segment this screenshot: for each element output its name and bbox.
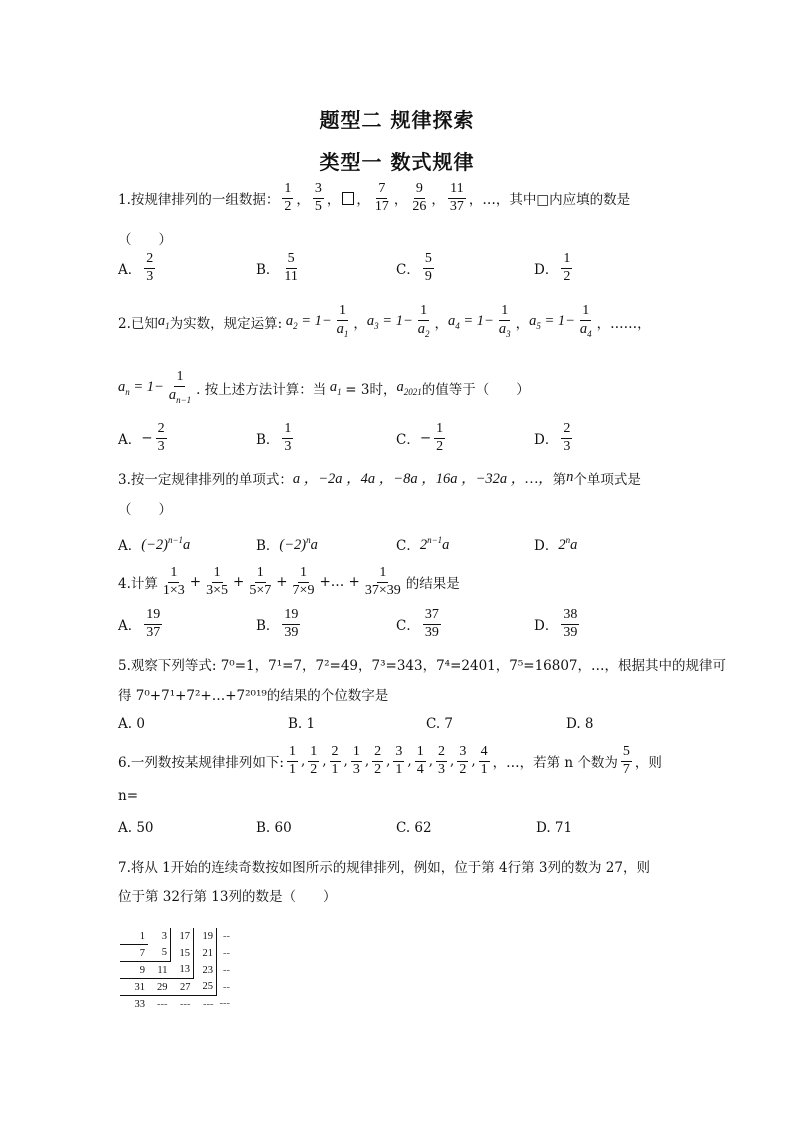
- grid-cell: ---: [157, 998, 168, 1010]
- q4-option-a: A． $\frac{19}{37}$: [118, 607, 161, 640]
- q1-frac-2: $\frac{3}{5}$: [314, 181, 322, 214]
- grid-cell: 23: [194, 962, 217, 979]
- grid-cell: --: [223, 981, 230, 993]
- grid-cell: 5: [148, 945, 171, 962]
- q5-option-c: C. 7: [426, 716, 454, 732]
- odd-number-grid-figure: [120, 928, 233, 1012]
- grid-cell: --: [223, 947, 230, 959]
- grid-cell: ---: [180, 998, 191, 1010]
- q2-option-b: B． $\frac{1}{3}$: [256, 421, 292, 454]
- grid-row: [120, 979, 233, 996]
- q1-frac-3: $\frac{7}{17}$: [374, 181, 389, 214]
- question-6: 6.一列数按某规律排列如下: $\frac{1}{1}$ , $\frac{1}{2}$ , $\frac{2}{1}$ , $\frac{1}{3}$ , $\frac{2}{2}$ , $\frac{3}{1}$ , $\frac{1}{4}$ , $\frac{2}{3}$ , $\frac{3}{2}$ , $\frac{4}{1}$ ，…，若第 n 个数为 $\frac{5}{7}$ ，则: [118, 744, 662, 777]
- q1-prefix: 1.按规律排列的一组数据：: [118, 192, 280, 209]
- grid-cell: --: [223, 964, 230, 976]
- q3-option-b: B． $(-2)^na$: [256, 534, 318, 554]
- q4-option-d: D． $\frac{38}{39}$: [534, 607, 578, 640]
- q1-frac-5: $\frac{11}{37}$: [449, 181, 464, 214]
- grid-cell: 33: [134, 998, 145, 1010]
- q2-option-d: D． $\frac{2}{3}$: [534, 421, 571, 454]
- grid-cell: 31: [120, 979, 148, 996]
- grid-cell: 29: [148, 979, 171, 996]
- question-6-line-2: n=: [118, 788, 139, 804]
- question-7-line-2: 位于第 32行第 13列的数是（ ）: [118, 889, 337, 905]
- grid-cell: 1: [120, 928, 148, 945]
- grid-cell: 25: [194, 979, 217, 996]
- grid-cell: 11: [148, 962, 171, 979]
- main-title: 题型二 规律探索: [319, 108, 475, 132]
- q5-option-d: D. 8: [566, 716, 594, 732]
- q5-option-b: B. 1: [288, 716, 316, 732]
- question-3: 3.按一定规律排列的单项式： a ，−2a ，4a ，−8a ，16a ，−32a ，…， 第 n 个单项式是: [118, 469, 641, 488]
- q4-option-c: C． $\frac{37}{39}$: [396, 607, 439, 640]
- grid-cell: ---: [203, 998, 214, 1010]
- q1-frac-1: $\frac{1}{2}$: [284, 181, 292, 214]
- grid-row: [120, 945, 233, 962]
- q3-option-c: C． $2^{n-1}a$: [396, 534, 450, 554]
- q1-option-b: B． $\frac{5}{11}$: [256, 251, 298, 284]
- grid-cell: 21: [194, 945, 217, 962]
- q3-option-d: D． 2$^n$a: [534, 534, 578, 554]
- q6-option-b: B. 60: [256, 820, 292, 836]
- grid-cell: --: [223, 930, 230, 942]
- question-4: 4.计算 $\frac{1}{1\times 3}$ + $\frac{1}{3\times 5}$ + $\frac{1}{5\times 7}$ + $\frac{1}{7\times 9}$ +… + $\frac{1}{37\times 39}$ 的结果是: [118, 565, 460, 598]
- q6-option-c: C. 62: [396, 820, 432, 836]
- q3-option-a: A． $(-2)^{n-1}a$: [118, 534, 191, 554]
- question-2: 2.已知 $a_1$ 为实数，规定运算: $a_2 = 1-$ $\frac{1}{a_1}$ ， $a_3 = 1-$ $\frac{1}{a_2}$ ， $a_4 = 1-$ $\frac{1}{a_3}$ ， $a_5 = 1-$ $\frac{1}{a_4}$ ，……，: [118, 303, 651, 339]
- grid-cell: 15: [171, 945, 194, 962]
- sub-title: 类型一 数式规律: [319, 150, 475, 174]
- question-5: 5.观察下列等式: 7⁰=1，7¹=7，7²=49，7³=343，7⁴=2401，7⁵=16807，…，根据其中的规律可: [118, 658, 727, 674]
- question-7: 7.将从 1开始的连续奇数按如图所示的规律排列，例如，位于第 4行第 3列的数为 27，则: [118, 860, 650, 876]
- grid-cell: 3: [148, 928, 171, 945]
- q2-option-a: A． − $\frac{2}{3}$: [118, 421, 165, 454]
- q1-suffix: ，…，其中□内应填的数是: [468, 192, 631, 209]
- q3-paren: （ ）: [118, 502, 172, 518]
- q1-option-c: C． $\frac{5}{9}$: [396, 251, 432, 284]
- grid-row: [120, 928, 233, 945]
- q1-paren: （ ）: [118, 232, 172, 248]
- q1-frac-4: $\frac{9}{26}$: [412, 181, 427, 214]
- q6-option-d: D. 71: [536, 820, 573, 836]
- q1-option-d: D． $\frac{1}{2}$: [534, 251, 571, 284]
- grid-cell: 7: [120, 945, 148, 962]
- q2-option-c: C． − $\frac{1}{2}$: [396, 421, 444, 454]
- grid-cell: 19: [194, 928, 217, 945]
- q1-option-a: A． $\frac{2}{3}$: [118, 251, 154, 284]
- grid-cell: 13: [171, 962, 194, 979]
- grid-cell: ---: [219, 998, 230, 1010]
- grid-row: [120, 962, 233, 979]
- q6-option-a: A. 50: [118, 820, 154, 836]
- q5-option-a: A. 0: [118, 716, 145, 732]
- question-1: 1.按规律排列的一组数据： $\frac{1}{2}$ ， $\frac{3}{5}$ ， ， $\frac{7}{17}$ ， $\frac{9}{26}$ ， $\frac{11}{37}$ ，…，其中□内应填的数是: [118, 181, 631, 214]
- question-5-line-2: 得 7⁰+7¹+7²+…+7²⁰¹⁹的结果的个位数字是: [118, 688, 389, 704]
- grid-cell: 27: [171, 979, 194, 996]
- q4-option-b: B． $\frac{19}{39}$: [256, 607, 299, 640]
- question-2-line-2: $a_n = 1-$ $\frac{1}{a_{n-1}}$ . 按上述方法计算：当 $a_1$ = 3时， $a_{2021}$ 的值等于（ ）: [118, 369, 530, 405]
- grid-row: [120, 996, 233, 1013]
- grid-cell: 9: [120, 962, 148, 979]
- blank-box-icon: [342, 192, 354, 205]
- grid-cell: 17: [171, 928, 194, 945]
